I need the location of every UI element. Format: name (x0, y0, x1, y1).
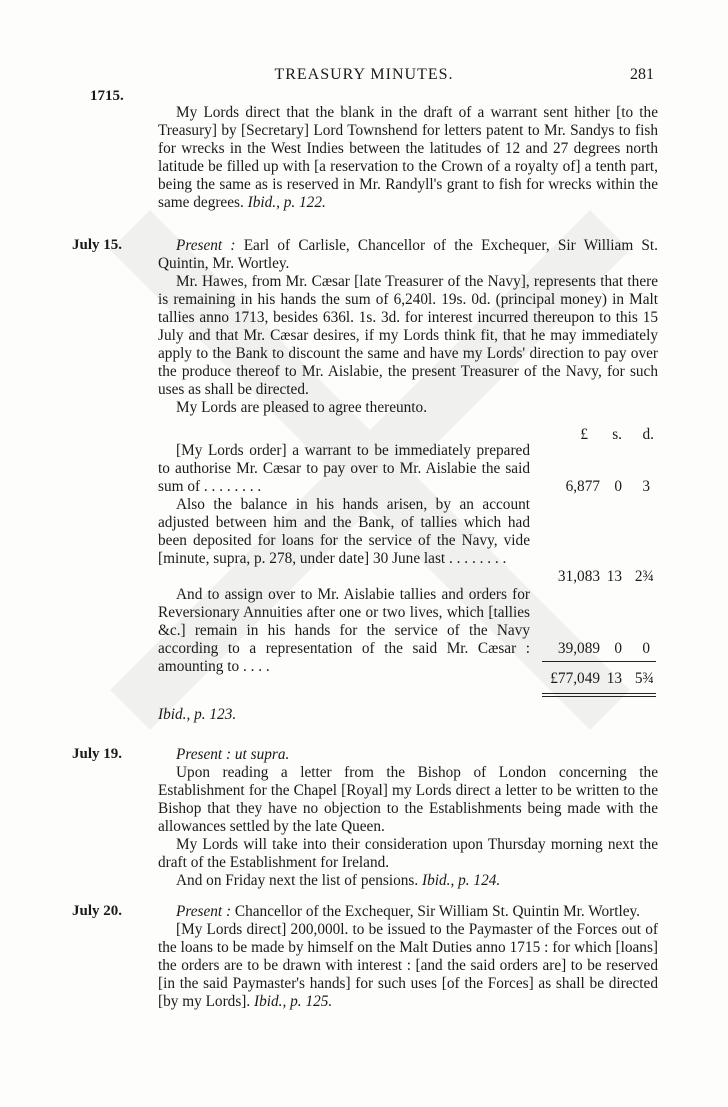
page-number: 281 (630, 66, 654, 83)
present-list: ut supra. (234, 746, 290, 763)
citation: Ibid., p. 122. (247, 194, 326, 211)
money-item-text: [My Lords order] a warrant to be immediately prepared to authorise Mr. Cæsar to pay over to Mr. Aislabie the said sum of . . . . . . . . (158, 442, 530, 495)
amount-shillings: 13 (606, 568, 622, 585)
entry-date: July 19. (72, 746, 123, 762)
year-marker: 1715. (90, 88, 124, 104)
amount-shillings: 0 (614, 640, 622, 657)
entry-paragraph: [My Lords direct] 200,000l. to be issued to the Paymaster of the Forces out of the loans to be made by himself on the Malt Duties anno 1715 : for which [loans] the orders are to be drawn with interest : [and the said orders are] to be reserved [in the said Paymaster's hands] for such uses [of the Forces] as shall be directed [by my Lords]. (158, 921, 658, 1010)
entry-text: My Lords direct that the blank in the draft of a warrant sent hither [to the Treasury] by [Secretary] Lord Townshend for letters patent to Mr. Sandys to fish for wrecks in the West Indies between the latitudes of 12 and 27 degrees north latitude be filled up with [a reservation to the Crown of a royalty of] a tenth part, being the same as is reserved in Mr. Randyll's grant to fish for wrecks within the same degrees. (158, 104, 658, 211)
money-item-text: And to assign over to Mr. Aislabie tallies and orders for Reversionary Annuities after one or two lives, which [tallies &c.] remain in his hands for the service of the Navy according to a representation of the said Mr. Cæsar : amounting to . . . . (158, 586, 530, 675)
sum-rule (542, 661, 656, 662)
entry-paragraph: And on Friday next the list of pensions. (176, 872, 419, 889)
amount-pounds: 39,089 (557, 640, 600, 657)
citation-text: Ibid., p. 123. (158, 706, 237, 723)
entry-july-19 (158, 746, 658, 890)
entry-paragraph: Upon reading a letter from the Bishop of London concerning the Establishment for the Chapel [Royal] my Lords direct a letter to be written to the Bishop that they have no objection to the Establishments being made with the allowances settled by the late Queen. (158, 764, 658, 835)
total-pence: 5¾ (634, 670, 654, 687)
amount-pounds: 6,877 (565, 478, 600, 495)
amount-pounds: 31,083 (557, 568, 600, 585)
amount-shillings: 0 (614, 478, 622, 495)
total-rule (542, 693, 656, 694)
entry-date: July 15. (72, 237, 123, 253)
citation (158, 706, 236, 724)
amount-pence: 0 (642, 640, 650, 657)
money-item (158, 586, 530, 676)
total-rule (542, 696, 656, 697)
present-label: Present : (176, 237, 236, 254)
entry-wreck-warrant (158, 104, 658, 212)
present-list: Chancellor of the Exchequer, Sir William St. Quintin Mr. Wortley. (234, 903, 641, 920)
present-list: Earl of Carlisle, Chancellor of the Exchequer, Sir William St. Quintin, Mr. Wortley. (158, 237, 659, 272)
running-header-title: TREASURY MINUTES. (274, 66, 454, 83)
entry-paragraph: Mr. Hawes, from Mr. Cæsar [late Treasurer of the Navy], represents that there is remaining in his hands the sum of 6,240l. 19s. 0d. (principal money) in Malt tallies anno 1713, besides 636l. 1s. 3d. for interest incurred thereupon to this 15 July and that Mr. Cæsar desires, if my Lords think fit, that he may immediately apply to the Bank to discount the same and have my Lords' direction to pay over the produce thereof to Mr. Aislabie, the present Treasurer of the Navy, for such uses as shall be directed. (158, 273, 658, 398)
total-pounds: £77,049 (550, 670, 600, 687)
entry-july-15 (158, 237, 658, 417)
money-item (158, 442, 530, 496)
entry-date: July 20. (72, 903, 123, 919)
entry-paragraph: My Lords are pleased to agree thereunto. (176, 399, 428, 416)
citation: Ibid., p. 124. (422, 872, 501, 889)
entry-paragraph: My Lords will take into their consideration upon Thursday morning next the draft of the Establishment for Ireland. (158, 836, 658, 871)
col-header-pence: d. (642, 426, 654, 443)
total-shillings: 13 (606, 670, 622, 687)
money-item (158, 496, 530, 568)
citation: Ibid., p. 125. (254, 993, 333, 1010)
amount-pence: 2¾ (634, 568, 654, 585)
present-label: Present : (176, 903, 232, 920)
amount-pence: 3 (642, 478, 650, 495)
present-label: Present : (176, 746, 232, 763)
col-header-shillings: s. (612, 426, 622, 443)
money-item-text: Also the balance in his hands arisen, by an account adjusted between him and the Bank, of tallies which had been deposited for loans for the service of the Navy, vide [minute, supra, p. 278, under date] 30 June last . . . . . . . . (158, 496, 530, 567)
col-header-pounds: £ (580, 426, 588, 443)
entry-july-20 (158, 903, 658, 1011)
